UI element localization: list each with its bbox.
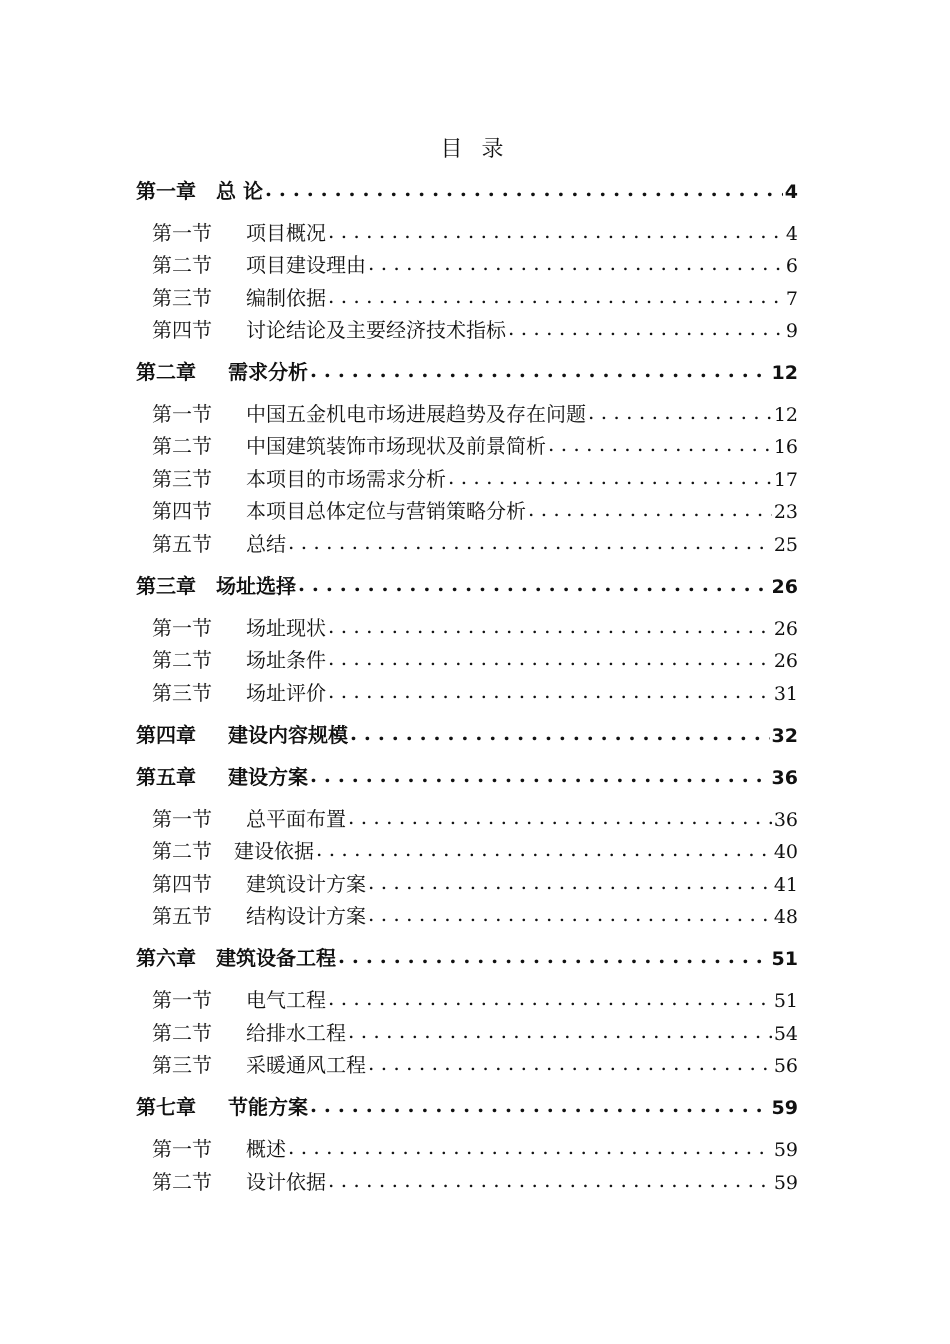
toc-entry-chapter[interactable] [136, 1092, 798, 1122]
leader-dots [548, 429, 772, 459]
entry-title: 本项目的市场需求分析 [246, 467, 446, 491]
entry-title: 采暖通风工程 [246, 1053, 366, 1077]
leader-dots [368, 867, 772, 897]
toc-entry-section[interactable] [152, 985, 798, 1015]
toc-title: 目 录 [440, 137, 510, 162]
leader-dots [338, 941, 770, 971]
entry-number: 第五节 [152, 904, 212, 928]
leader-dots [310, 355, 770, 385]
toc-entry-chapter[interactable] [136, 943, 798, 973]
entry-title: 场址条件 [246, 648, 326, 672]
entry-page: 4 [785, 223, 798, 245]
entry-page: 31 [773, 683, 798, 705]
leader-dots [328, 1165, 772, 1195]
toc-entry-section[interactable] [152, 869, 798, 899]
entry-page: 17 [773, 469, 798, 491]
toc-entry-section[interactable] [152, 678, 798, 708]
entry-number: 第三节 [152, 681, 212, 705]
leader-dots [328, 676, 772, 706]
entry-title: 概述 [246, 1137, 286, 1161]
entry-number: 第一节 [152, 221, 212, 245]
toc-entry-section[interactable] [152, 1167, 798, 1197]
leader-dots [316, 834, 772, 864]
entry-number: 第四章 [136, 723, 196, 747]
entry-title: 建设方案 [228, 765, 308, 789]
entry-title: 中国五金机电市场进展趋势及存在问题 [246, 402, 586, 426]
entry-title: 需求分析 [228, 360, 308, 384]
entry-title: 场址选择 [216, 574, 296, 598]
entry-number: 第一节 [152, 988, 212, 1012]
entry-page: 4 [784, 181, 798, 203]
toc-entry-section[interactable] [152, 431, 798, 461]
entry-page: 6 [785, 255, 798, 277]
entry-page: 54 [773, 1023, 798, 1045]
entry-number: 第六章 [136, 946, 196, 970]
leader-dots [328, 216, 784, 246]
entry-number: 第四节 [152, 499, 212, 523]
leader-dots [348, 802, 772, 832]
entry-page: 7 [785, 288, 798, 310]
leader-dots [288, 527, 772, 557]
leader-dots [310, 760, 770, 790]
entry-title: 电气工程 [246, 988, 326, 1012]
entry-title: 中国建筑装饰市场现状及前景简析 [246, 434, 546, 458]
entry-number: 第一节 [152, 1137, 212, 1161]
entry-page: 59 [773, 1172, 798, 1194]
entry-title: 总 论 [216, 179, 263, 203]
toc-entry-chapter[interactable] [136, 176, 798, 206]
entry-number: 第五章 [136, 765, 196, 789]
entry-title: 节能方案 [228, 1095, 308, 1119]
entry-number: 第四节 [152, 872, 212, 896]
toc-entry-section[interactable] [152, 496, 798, 526]
entry-page: 25 [773, 534, 798, 556]
toc-entry-section[interactable] [152, 901, 798, 931]
entry-number: 第二节 [152, 434, 212, 458]
entry-title: 建筑设备工程 [216, 946, 336, 970]
toc-entry-section[interactable] [152, 283, 798, 313]
entry-number: 第四节 [152, 318, 212, 342]
entry-page: 40 [773, 841, 798, 863]
entry-title: 建设依据 [234, 839, 314, 863]
entry-page: 36 [773, 809, 798, 831]
toc-entry-section[interactable] [152, 464, 798, 494]
entry-title: 建设内容规模 [228, 723, 348, 747]
entry-number: 第三节 [152, 1053, 212, 1077]
leader-dots [298, 569, 770, 599]
toc-entry-section[interactable] [152, 804, 798, 834]
entry-number: 第二章 [136, 360, 196, 384]
entry-number: 第二节 [152, 253, 212, 277]
entry-page: 23 [773, 501, 798, 523]
entry-number: 第三节 [152, 467, 212, 491]
entry-number: 第二节 [152, 1170, 212, 1194]
entry-page: 16 [773, 436, 798, 458]
toc-entry-section[interactable] [152, 399, 798, 429]
entry-page: 12 [773, 404, 798, 426]
toc-entry-section[interactable] [152, 1018, 798, 1048]
leader-dots [448, 462, 772, 492]
toc-entry-section[interactable] [152, 613, 798, 643]
leader-dots [328, 611, 772, 641]
entry-title: 设计依据 [246, 1170, 326, 1194]
entry-page: 56 [773, 1055, 798, 1077]
entry-title: 场址评价 [246, 681, 326, 705]
entry-page: 26 [773, 650, 798, 672]
entry-page: 51 [771, 948, 798, 970]
toc-entry-section[interactable] [152, 250, 798, 280]
entry-title: 编制依据 [246, 286, 326, 310]
leader-dots [350, 718, 770, 748]
entry-page: 48 [773, 906, 798, 928]
leader-dots [528, 494, 772, 524]
toc-entry-section[interactable] [152, 645, 798, 675]
entry-number: 第五节 [152, 532, 212, 556]
leader-dots [368, 248, 784, 278]
entry-page: 12 [771, 362, 798, 384]
leader-dots [328, 281, 784, 311]
entry-page: 41 [773, 874, 798, 896]
entry-title: 场址现状 [246, 616, 326, 640]
entry-number: 第一节 [152, 402, 212, 426]
entry-number: 第二节 [152, 648, 212, 672]
toc-entry-chapter[interactable] [136, 720, 798, 750]
entry-title: 总结 [246, 532, 286, 556]
entry-page: 36 [771, 767, 798, 789]
toc-entry-section[interactable] [152, 1134, 798, 1164]
leader-dots [288, 1132, 772, 1162]
toc-entry-section[interactable] [152, 218, 798, 248]
entry-number: 第一章 [136, 179, 196, 203]
toc-entry-chapter[interactable] [136, 571, 798, 601]
entry-page: 32 [771, 725, 798, 747]
entry-number: 第一节 [152, 807, 212, 831]
leader-dots [368, 1048, 772, 1078]
toc-entry-section[interactable] [152, 529, 798, 559]
entry-title: 讨论结论及主要经济技术指标 [246, 318, 506, 342]
entry-number: 第三章 [136, 574, 196, 598]
leader-dots [588, 397, 772, 427]
entry-number: 第三节 [152, 286, 212, 310]
leader-dots [310, 1090, 770, 1120]
leader-dots [508, 313, 784, 343]
entry-title: 结构设计方案 [246, 904, 366, 928]
leader-dots [368, 899, 772, 929]
entry-title: 建筑设计方案 [246, 872, 366, 896]
entry-number: 第二节 [152, 1021, 212, 1045]
entry-page: 59 [771, 1097, 798, 1119]
toc-entry-section[interactable] [152, 1050, 798, 1080]
entry-title: 给排水工程 [246, 1021, 346, 1045]
entry-page: 59 [773, 1139, 798, 1161]
entry-title: 本项目总体定位与营销策略分析 [246, 499, 526, 523]
entry-number: 第七章 [136, 1095, 196, 1119]
entry-number: 第一节 [152, 616, 212, 640]
leader-dots [265, 174, 783, 204]
entry-title: 项目建设理由 [246, 253, 366, 277]
entry-title: 项目概况 [246, 221, 326, 245]
entry-page: 51 [773, 990, 798, 1012]
leader-dots [328, 983, 772, 1013]
toc-entry-section[interactable] [152, 315, 798, 345]
entry-page: 26 [773, 618, 798, 640]
toc-entry-section[interactable] [152, 836, 798, 866]
entry-number: 第二节 [152, 839, 212, 863]
entry-page: 26 [771, 576, 798, 598]
entry-title: 总平面布置 [246, 807, 346, 831]
entry-page: 9 [785, 320, 798, 342]
leader-dots [348, 1016, 772, 1046]
toc-entry-chapter[interactable] [136, 357, 798, 387]
leader-dots [328, 643, 772, 673]
toc-entry-chapter[interactable] [136, 762, 798, 792]
